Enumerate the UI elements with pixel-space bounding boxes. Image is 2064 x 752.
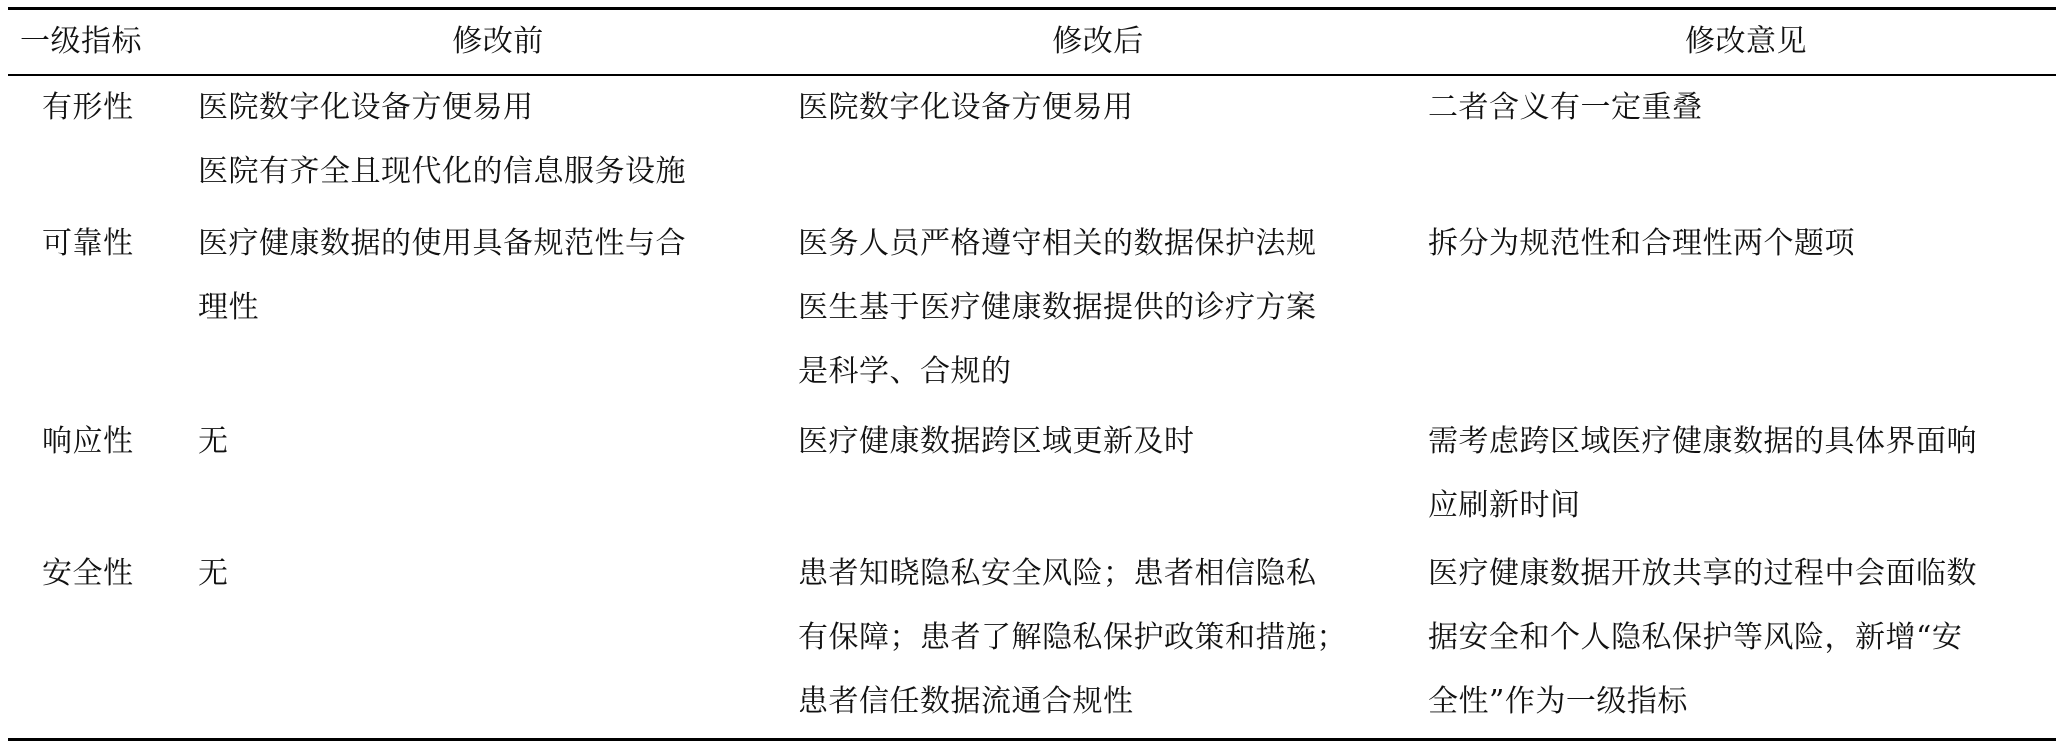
row-opinion-line: 据安全和个人隐私保护等风险，新增“安 [1428,620,1963,655]
row-before [198,76,798,204]
row-after-line: 医生基于医疗健康数据提供的诊疗方案 [798,290,1317,325]
row-before [198,212,798,340]
row-opinion [1428,76,2064,140]
row-opinion-line: 全性”作为一级指标 [1428,684,1688,719]
row-indicator: 安全性 [42,556,134,591]
row-before-line: 无 [198,424,229,459]
row-before-line: 医疗健康数据的使用具备规范性与合 [198,226,686,261]
row-after-line: 是科学、合规的 [798,354,1012,389]
row-before-line: 医院有齐全且现代化的信息服务设施 [198,154,686,189]
row-opinion-line: 拆分为规范性和合理性两个题项 [1428,226,1855,261]
header-indicator: 一级指标 [20,24,142,59]
row-after-line: 医务人员严格遵守相关的数据保护法规 [798,226,1317,261]
row-opinion-line: 二者含义有一定重叠 [1428,90,1703,125]
row-after-line: 医院数字化设备方便易用 [798,90,1134,125]
row-opinion [1428,542,2064,734]
row-before [198,410,798,474]
row-opinion [1428,410,2064,538]
row-indicator: 响应性 [42,424,134,459]
row-opinion-line: 应刷新时间 [1428,488,1581,523]
row-after [798,410,1428,474]
table-bottom-rule [8,738,2056,741]
row-opinion-line: 需考虑跨区域医疗健康数据的具体界面响 [1428,424,1977,459]
row-after-line: 患者知晓隐私安全风险；患者相信隐私 [798,556,1317,591]
header-opinion: 修改意见 [1685,24,1807,59]
row-indicator: 可靠性 [42,226,134,261]
row-after-line: 患者信任数据流通合规性 [798,684,1134,719]
row-before-line: 无 [198,556,229,591]
header-before: 修改前 [452,24,544,59]
row-after [798,212,1428,404]
header-after: 修改后 [1052,24,1144,59]
row-after-line: 有保障；患者了解隐私保护政策和措施； [798,620,1347,655]
row-opinion-line: 医疗健康数据开放共享的过程中会面临数 [1428,556,1977,591]
row-indicator: 有形性 [42,90,134,125]
row-after [798,542,1428,734]
row-after [798,76,1428,140]
row-before-line: 医院数字化设备方便易用 [198,90,534,125]
row-before-line: 理性 [198,290,259,325]
row-before [198,542,798,606]
row-after-line: 医疗健康数据跨区域更新及时 [798,424,1195,459]
row-opinion [1428,212,2064,276]
